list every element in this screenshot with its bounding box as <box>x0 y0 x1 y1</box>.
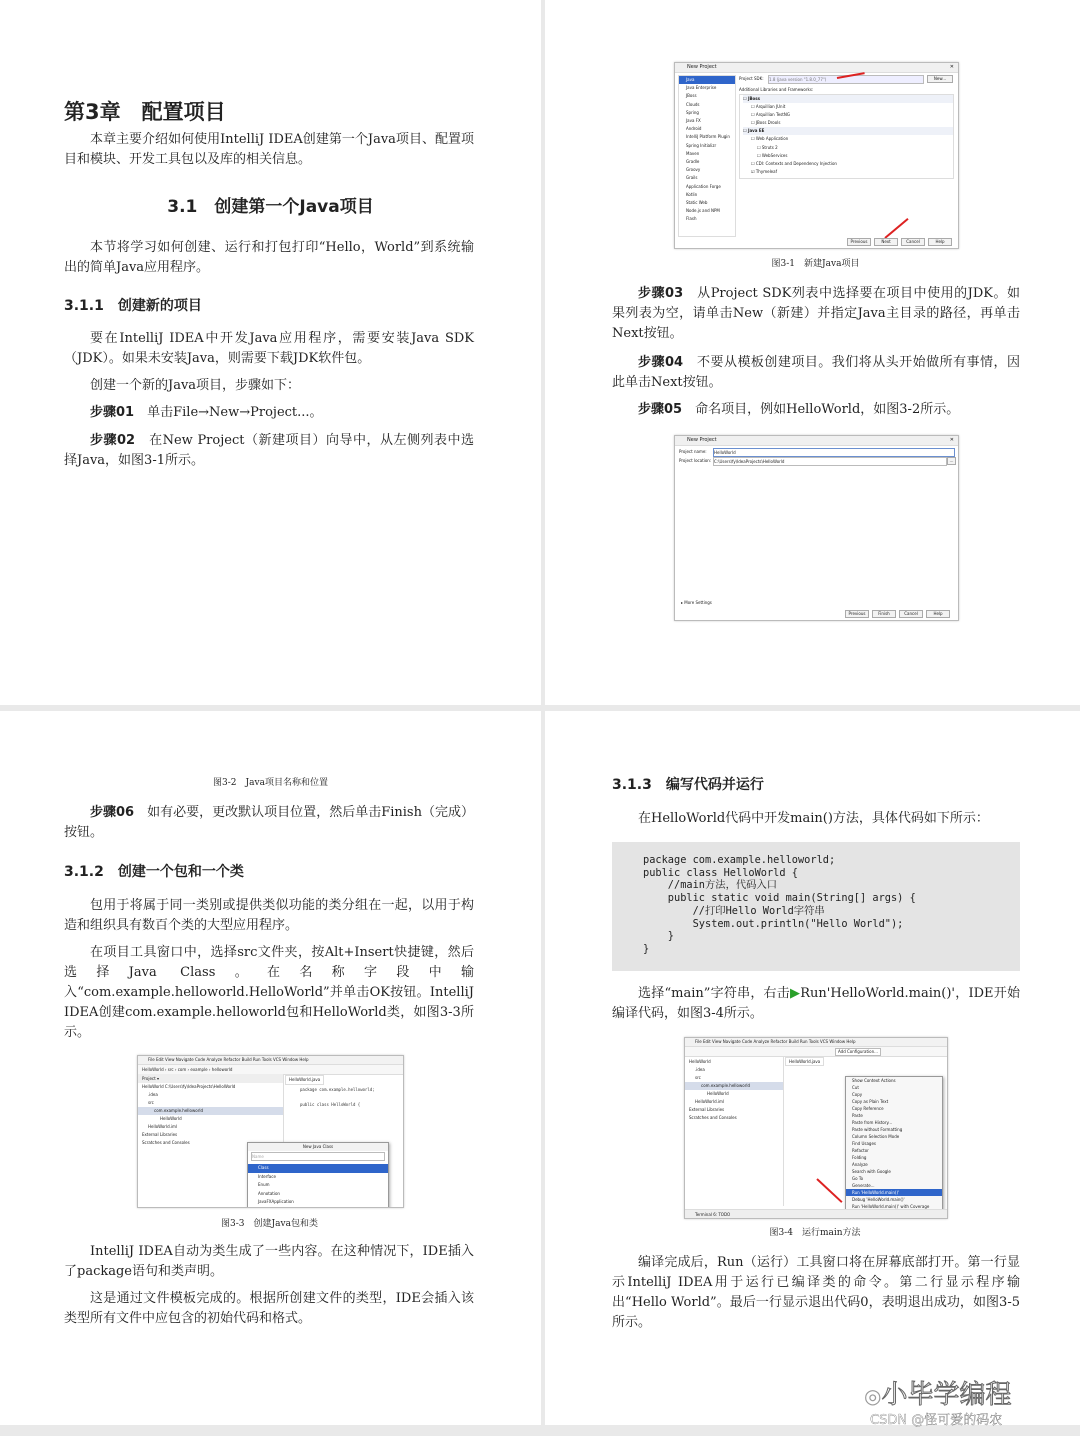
framework-label: Java EE <box>747 128 765 134</box>
step-label: 步骤02 <box>90 433 136 448</box>
help-button[interactable]: Help <box>928 238 952 246</box>
context-menu-item[interactable]: Folding <box>852 1155 867 1160</box>
section-title: 3.1 创建第一个Java项目 <box>167 197 374 217</box>
breadcrumb-item[interactable]: › src <box>163 1067 174 1072</box>
menu-item[interactable]: Build <box>788 1039 800 1044</box>
checkbox[interactable]: ☐ <box>751 120 756 126</box>
framework-label: Arquillian TestNG <box>755 112 790 118</box>
next-button[interactable]: Next <box>874 238 898 246</box>
project-name-input[interactable]: HelloWorld <box>713 448 955 457</box>
breadcrumb-item[interactable]: HelloWorld <box>142 1067 164 1072</box>
framework-item[interactable] <box>743 152 953 160</box>
step-text: 在New Project（新建项目）向导中，从左侧列表中选择Java，如图3-1所示。 <box>64 433 474 468</box>
context-menu-item[interactable]: Run 'HelloWorld.main()' with Coverage <box>852 1204 930 1209</box>
code-line: package com.example.helloworld; <box>300 1087 375 1092</box>
project-location-input[interactable]: C:\Users\fy\IdeaProjects\HelloWorld <box>713 457 947 466</box>
tree-item[interactable]: HelloWorld <box>689 1059 711 1064</box>
create-class-screenshot <box>137 1055 404 1208</box>
step-04 <box>612 353 1020 393</box>
section-intro: 本节将学习如何创建、运行和打包打印“Hello，World”到系统输出的简单Java应用程序。 <box>64 240 474 275</box>
step-01 <box>90 403 474 423</box>
sidebar-item[interactable]: Android <box>686 126 702 132</box>
menu-item[interactable]: Analyze <box>753 1039 771 1044</box>
class-kind-option[interactable]: Annotation <box>258 1190 280 1196</box>
dialog-title-bar: New Project ✕ <box>675 436 958 446</box>
framework-item[interactable] <box>743 168 953 176</box>
project-name-dialog-screenshot <box>674 435 959 621</box>
chapter-title: 第3章 配置项目 <box>64 100 226 124</box>
menu-item[interactable]: Code <box>741 1039 754 1044</box>
step-text: 单击File→New→Project...。 <box>147 405 323 420</box>
paragraph: 编译完成后，Run（运行）工具窗口将在屏幕底部打开。第一行显示IntelliJ IDEA用于运行已编译类的命令。第二行显示程序输出“Hello World”。最后一行显示退出代码0，表明退出成功，如图3-5所示。 <box>612 1255 1020 1330</box>
tree-item[interactable]: External Libraries <box>689 1107 725 1112</box>
menu-item[interactable]: View <box>712 1039 723 1044</box>
project-tool-window <box>685 1056 784 1206</box>
editor-context-menu <box>845 1076 943 1212</box>
tree-item[interactable]: HelloWorld <box>160 1116 182 1121</box>
new-project-dialog-screenshot <box>674 62 959 249</box>
cancel-button[interactable]: Cancel <box>899 610 923 618</box>
context-menu-item[interactable]: Run 'HelloWorld.main()' <box>846 1189 942 1196</box>
status-item[interactable]: 6: TODO <box>713 1212 731 1217</box>
context-menu-item[interactable]: Debug 'HelloWorld.main()' <box>852 1197 905 1202</box>
page-3 <box>0 711 541 1425</box>
editor-tab[interactable]: HelloWorld.java <box>285 1075 324 1085</box>
sidebar-item[interactable]: JBoss <box>686 93 697 99</box>
paragraph: 要在IntelliJ IDEA中开发Java应用程序，需要安装Java SDK（JDK）。如果未安装Java，则需要下载JDK软件包。 <box>64 331 474 366</box>
context-menu-item[interactable]: Paste without Formatting <box>852 1127 903 1132</box>
context-menu-item[interactable]: Analyze <box>852 1162 868 1167</box>
status-item[interactable]: Terminal <box>695 1212 714 1217</box>
framework-label: CDI: Contexts and Dependency Injection <box>755 160 837 166</box>
run-triangle-icon: ▶ <box>790 986 801 1001</box>
checkbox[interactable]: ☐ <box>751 136 756 142</box>
framework-label: JBoss Drools <box>755 120 781 126</box>
menu-item[interactable]: Run <box>799 1039 809 1044</box>
chapter-intro: 本章主要介绍如何使用IntelliJ IDEA创建第一个Java项目、配置项目和模块、开发工具包以及库的相关信息。 <box>64 132 474 167</box>
menu-item[interactable]: Help <box>846 1039 856 1044</box>
context-menu-item[interactable]: Generate... <box>852 1183 875 1188</box>
framework-item[interactable] <box>743 119 953 127</box>
project-panel-header: Project ▾ <box>138 1074 283 1083</box>
page-2 <box>545 0 1080 705</box>
help-button[interactable]: Help <box>926 610 950 618</box>
dialog-title-bar: New Project ✕ <box>675 63 958 73</box>
tree-item[interactable]: Scratches and Consoles <box>142 1140 190 1145</box>
framework-item[interactable] <box>743 111 953 119</box>
status-bar <box>685 1209 947 1218</box>
figure-caption: 图3-4 运行main方法 <box>769 1228 861 1238</box>
menu-item[interactable]: Tools <box>261 1057 273 1062</box>
menu-item[interactable]: Window <box>282 1057 300 1062</box>
framework-label: Arquillian JUnit <box>755 104 786 110</box>
tree-item[interactable]: .idea <box>148 1092 158 1097</box>
sdk-label: Project SDK: <box>739 76 764 81</box>
menu-item[interactable]: Help <box>299 1057 309 1062</box>
page-4 <box>545 711 1080 1425</box>
menu-item[interactable]: File <box>695 1039 703 1044</box>
sidebar-item[interactable]: Flash <box>686 216 697 222</box>
watermark-credit: CSDN @怪可爱的码农 <box>870 1413 1003 1428</box>
code-block <box>612 842 1020 971</box>
sidebar-item[interactable]: Spring Initializr <box>686 142 717 148</box>
context-menu-item[interactable]: Copy Reference <box>852 1106 884 1111</box>
frameworks-list <box>739 94 954 179</box>
step-02 <box>64 431 474 471</box>
class-kind-option[interactable]: Interface <box>258 1173 276 1179</box>
menu-item[interactable]: Refactor <box>770 1039 789 1044</box>
framework-label: Thymeleaf <box>755 168 777 174</box>
context-menu-item[interactable]: Refactor <box>852 1148 869 1153</box>
menu-item[interactable]: Analyze <box>206 1057 224 1062</box>
paragraph: 包用于将属于同一类别或提供类似功能的类分组在一起，以用于构造和组织具有数百个类的大型应用程序。 <box>64 898 474 933</box>
wechat-icon: ◎ <box>864 1384 882 1408</box>
framework-group[interactable] <box>743 127 953 135</box>
tree-item[interactable]: HelloWorld <box>707 1091 729 1096</box>
tree-item[interactable]: src <box>148 1100 154 1105</box>
menu-item[interactable]: Tools <box>808 1039 820 1044</box>
sidebar-item[interactable]: Node.js and NPM <box>686 208 720 214</box>
cancel-button[interactable]: Cancel <box>901 238 925 246</box>
figure-caption: 图3-3 创建Java包和类 <box>221 1219 318 1229</box>
menu-item[interactable]: Edit <box>155 1057 165 1062</box>
paragraph: 在HelloWorld代码中开发main()方法，具体代码如下所示： <box>638 811 989 826</box>
menu-item[interactable]: Navigate <box>175 1057 195 1062</box>
project-type-list <box>678 75 736 237</box>
context-menu-item[interactable]: Copy <box>852 1092 863 1097</box>
context-menu-item[interactable]: Paste <box>852 1113 863 1118</box>
framework-group[interactable] <box>743 95 953 103</box>
context-menu-item[interactable]: Copy as Plain Text <box>852 1099 889 1104</box>
sidebar-item[interactable]: Kotlin <box>686 191 698 197</box>
class-kind-option[interactable]: Enum <box>258 1182 270 1187</box>
sidebar-item[interactable]: Gradle <box>686 159 700 165</box>
subsection-title: 3.1.1 创建新的项目 <box>64 298 202 314</box>
checkbox[interactable]: ☐ <box>757 144 762 150</box>
menu-item[interactable]: File <box>148 1057 156 1062</box>
new-java-class-popup <box>247 1142 389 1208</box>
context-menu-item[interactable]: Cut <box>852 1085 859 1090</box>
breadcrumb-item[interactable]: › helloworld <box>207 1067 233 1072</box>
checkbox[interactable]: ☑ <box>751 168 756 174</box>
sidebar-item[interactable]: Java <box>679 76 735 84</box>
checkbox[interactable]: ☐ <box>757 152 762 158</box>
checkbox[interactable]: ☐ <box>743 96 748 101</box>
tree-item[interactable]: com.example.helloworld <box>685 1082 783 1090</box>
editor-tab[interactable]: HelloWorld.java <box>785 1057 824 1066</box>
framework-item[interactable] <box>743 135 953 143</box>
context-menu-item[interactable]: Search with Google <box>852 1169 891 1174</box>
framework-item[interactable] <box>743 160 953 168</box>
subsection-title: 3.1.3 编写代码并运行 <box>612 777 764 793</box>
framework-label: Web Application <box>755 136 789 142</box>
tree-item[interactable]: .idea <box>695 1067 705 1072</box>
paragraph: 这是通过文件模板完成的。根据所创建文件的类型，IDE会插入该类型所有文件中应包含的初始代码和格式。 <box>64 1291 474 1326</box>
checkbox[interactable]: ☐ <box>751 112 756 118</box>
paragraph: 选择“main”字符串，右击▶Run'HelloWorld.main()'，IDE开始编译代码，如图3-4所示。 <box>612 986 1020 1021</box>
context-menu-item[interactable]: Column Selection Mode <box>852 1134 900 1139</box>
step-text: 命名项目，例如HelloWorld，如图3-2所示。 <box>695 402 960 417</box>
step-03 <box>612 284 1020 344</box>
checkbox[interactable]: ☐ <box>751 160 756 166</box>
figure-caption: 图3-1 新建Java项目 <box>771 259 860 269</box>
menu-item[interactable]: Navigate <box>722 1039 742 1044</box>
add-configuration-button[interactable]: Add Configuration... <box>835 1048 881 1056</box>
code-line: public class HelloWorld { <box>300 1102 361 1107</box>
paragraph: 创建一个新的Java项目，步骤如下： <box>90 378 301 393</box>
context-menu-item[interactable]: Find Usages <box>852 1141 877 1146</box>
sidebar-item[interactable]: Java Enterprise <box>686 85 717 91</box>
step-label: 步骤01 <box>90 405 135 420</box>
watermark-logo: ◎小毕学编程 <box>864 1380 1012 1410</box>
annotation-arrow <box>884 218 908 239</box>
menu-item[interactable]: VCS <box>820 1039 830 1044</box>
previous-button[interactable]: Previous <box>847 238 871 246</box>
sidebar-item[interactable]: Static Web <box>686 200 708 206</box>
step-06 <box>64 803 474 843</box>
tree-item[interactable]: Scratches and Consoles <box>689 1115 737 1120</box>
close-icon: ✕ <box>949 437 954 443</box>
sidebar-item[interactable]: Maven <box>686 150 700 156</box>
class-kind-option[interactable]: JavaFXApplication <box>258 1199 294 1204</box>
run-main-screenshot <box>684 1037 948 1219</box>
new-sdk-button[interactable]: New... <box>927 75 953 83</box>
menu-item[interactable]: Code <box>194 1057 207 1062</box>
popup-title: New Java Class <box>248 1143 388 1151</box>
step-label: 步骤04 <box>638 355 684 370</box>
breadcrumb-item[interactable]: › example <box>186 1067 208 1072</box>
sidebar-item[interactable]: Java FX <box>686 118 701 124</box>
tree-item[interactable]: com.example.helloworld <box>138 1107 283 1115</box>
sidebar-item[interactable]: Grails <box>686 175 698 181</box>
subsection-title: 3.1.2 创建一个包和一个类 <box>64 864 244 880</box>
menu-item[interactable]: Run <box>252 1057 262 1062</box>
project-name-label: Project name: <box>679 449 707 454</box>
framework-item[interactable] <box>743 144 953 152</box>
more-settings-toggle[interactable]: ▸ More Settings <box>681 600 712 605</box>
checkbox[interactable]: ☐ <box>751 104 756 110</box>
browse-button[interactable]: … <box>947 457 956 465</box>
checkbox[interactable]: ☐ <box>743 128 748 134</box>
tree-item[interactable]: HelloWorld.iml <box>148 1124 177 1129</box>
breadcrumb-item[interactable]: › com <box>173 1067 187 1072</box>
paragraph: 在项目工具窗口中，选择src文件夹，按Alt+Insert快捷键，然后选择Java Class。在名称字段中输入“com.example.helloworld.HelloWorld”并单击OK按钮。IntelliJ IDEA创建com.example.helloworld包和HelloWorld类，如图3-3所示。 <box>64 945 474 1040</box>
close-icon: ✕ <box>949 64 954 70</box>
context-menu-item[interactable]: Paste from History... <box>852 1120 893 1125</box>
sdk-select[interactable]: 1.8 (java version "1.8.0_77") <box>768 75 924 84</box>
step-label: 步骤06 <box>90 805 135 820</box>
context-menu-item[interactable]: Go To <box>852 1176 864 1181</box>
figure-caption: 图3-2 Java项目名称和位置 <box>213 778 328 788</box>
code-listing: package com.example.helloworld; public class HelloWorld { //main方法，代码入口 public static void main(String[] args) { //打印Hello World字符串 System.out.println("Hello World"); } } <box>643 854 916 955</box>
tree-item[interactable]: src <box>695 1075 701 1080</box>
sidebar-item[interactable]: Spring <box>686 109 699 115</box>
frameworks-label: Additional Libraries and Frameworks: <box>739 87 814 92</box>
context-menu-item[interactable]: Show Context Actions <box>852 1078 896 1083</box>
project-location-label: Project location: <box>679 458 712 463</box>
menu-item[interactable]: Build <box>241 1057 253 1062</box>
class-name-input[interactable]: Name <box>251 1152 385 1161</box>
menu-bar <box>685 1038 947 1047</box>
finish-button[interactable]: Finish <box>872 610 896 618</box>
menu-item[interactable]: Edit <box>702 1039 712 1044</box>
menu-item[interactable]: Refactor <box>223 1057 242 1062</box>
sidebar-item[interactable]: IntelliJ Platform Plugin <box>686 134 730 140</box>
framework-item[interactable] <box>743 103 953 111</box>
menu-item[interactable]: View <box>165 1057 176 1062</box>
framework-label: Struts 2 <box>761 144 778 150</box>
page-1 <box>0 0 541 705</box>
tree-item[interactable]: External Libraries <box>142 1132 178 1137</box>
step-label: 步骤03 <box>638 286 684 301</box>
sidebar-item[interactable]: Groovy <box>686 167 701 173</box>
step-text: 不要从模板创建项目。我们将从头开始做所有事情，因此单击Next按钮。 <box>612 355 1020 390</box>
tree-item[interactable]: HelloWorld.iml <box>695 1099 724 1104</box>
paragraph: IntelliJ IDEA自动为类生成了一些内容。在这种情况下，IDE插入了package语句和类声明。 <box>64 1244 474 1279</box>
annotation-arrow <box>816 1178 842 1203</box>
step-05 <box>612 400 1020 420</box>
sidebar-item[interactable]: Clouds <box>686 101 700 107</box>
step-label: 步骤05 <box>638 402 683 417</box>
menu-item[interactable]: Window <box>829 1039 847 1044</box>
menu-item[interactable]: VCS <box>273 1057 283 1062</box>
step-text: 从Project SDK列表中选择要在项目中使用的JDK。如果列表为空，请单击New（新建）并指定Java主目录的路径，再单击Next按钮。 <box>612 286 1020 341</box>
sidebar-item[interactable]: Application Forge <box>686 183 721 189</box>
step-text: 如有必要，更改默认项目位置，然后单击Finish（完成）按钮。 <box>64 805 474 840</box>
menu-bar <box>138 1056 403 1065</box>
tree-item[interactable]: HelloWorld C:\Users\fy\IdeaProjects\HelloWorld <box>142 1084 236 1089</box>
framework-label: WebServices <box>761 152 788 158</box>
class-kind-option[interactable]: Class <box>248 1164 388 1173</box>
previous-button[interactable]: Previous <box>845 610 869 618</box>
framework-label: JBoss <box>747 96 761 101</box>
